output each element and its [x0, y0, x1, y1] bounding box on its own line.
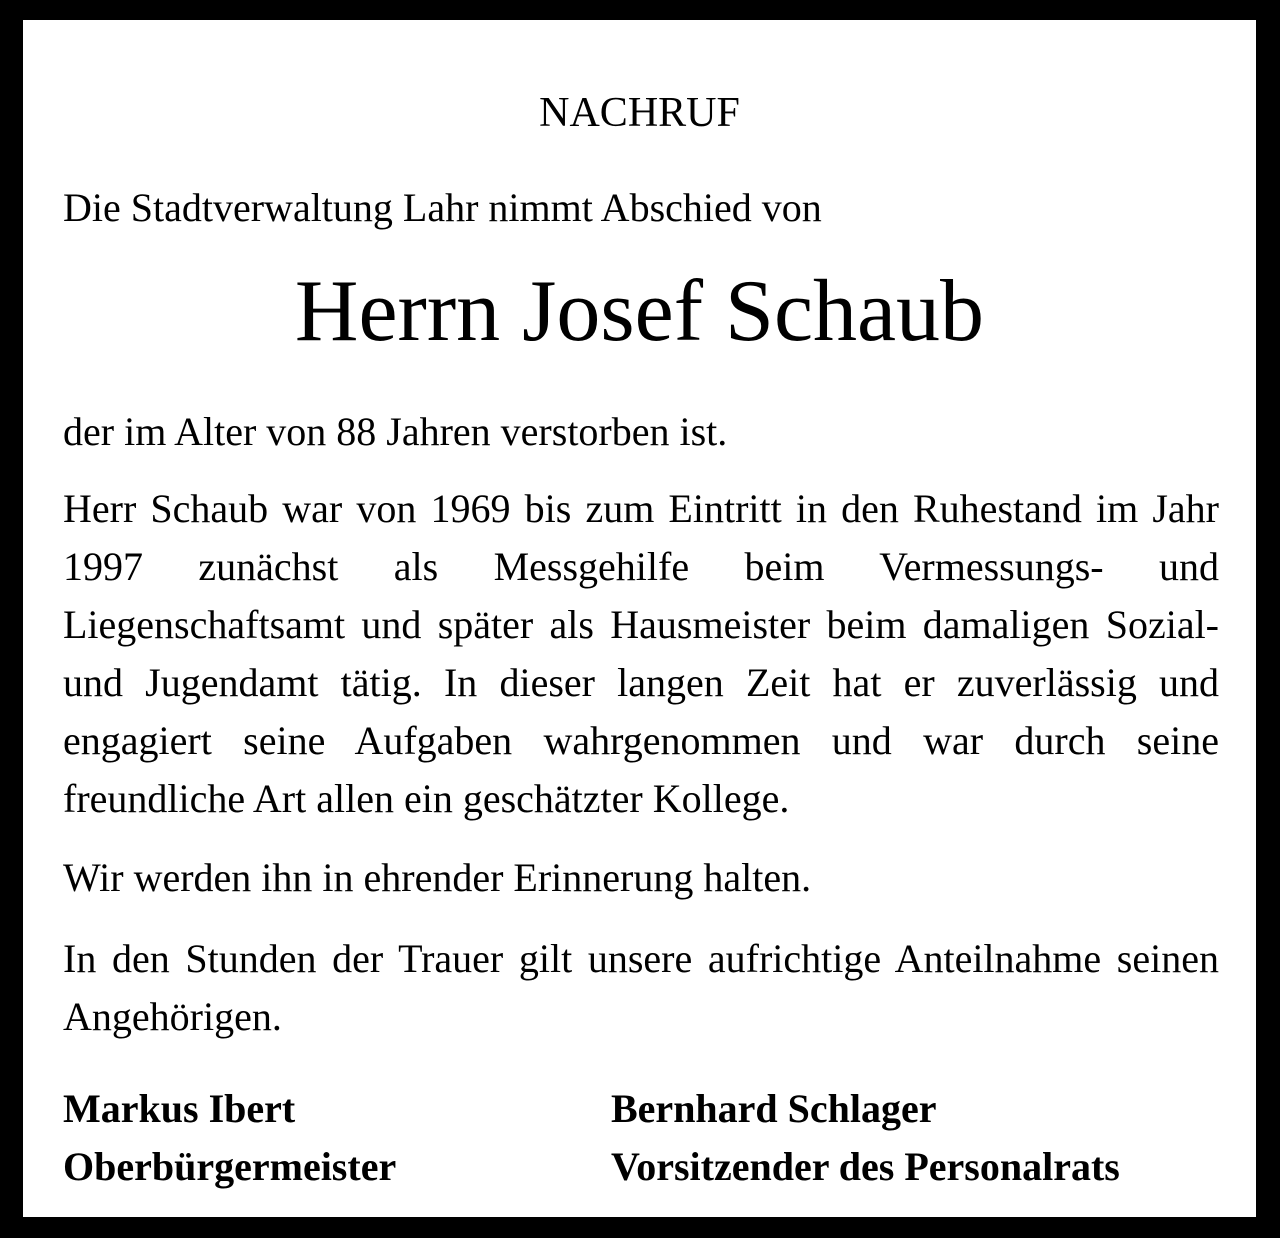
memory-line: Wir werden ihn in ehrender Erinnerung halten.	[63, 855, 812, 900]
intro-line: Die Stadtverwaltung Lahr nimmt Abschied von	[63, 185, 822, 230]
obituary-notice	[23, 20, 1256, 1217]
signature-right-role: Vorsitzender des Personalrats	[611, 1144, 1120, 1189]
sympathy-paragraph: In den Stunden der Trauer gilt unsere aufrichtige Anteilnahme seinen Angehörigen.	[63, 936, 1219, 1039]
signature-right	[611, 1080, 1120, 1196]
deceased-name: Herrn Josef Schaub	[294, 263, 985, 360]
signature-left-name: Markus Ibert	[63, 1086, 296, 1131]
signature-right-name: Bernhard Schlager	[611, 1086, 937, 1131]
notice-title: NACHRUF	[539, 90, 740, 136]
career-paragraph: Herr Schaub war von 1969 bis zum Eintritt in den Ruhestand im Jahr 1997 zunächst als Messgehilfe beim Vermessungs- und Liegenschaftsamt und später als Hausmeister beim damaligen Sozial- und Jugendamt tätig. In dieser langen Zeit hat er zuverlässig und engagiert seine Aufgaben wahrgenommen und war durch seine freundliche Art allen ein geschätzter Kollege.	[63, 486, 1219, 821]
signature-left-role: Oberbürgermeister	[63, 1144, 397, 1189]
signature-left	[63, 1080, 396, 1196]
age-line: der im Alter von 88 Jahren verstorben ist.	[63, 409, 728, 454]
